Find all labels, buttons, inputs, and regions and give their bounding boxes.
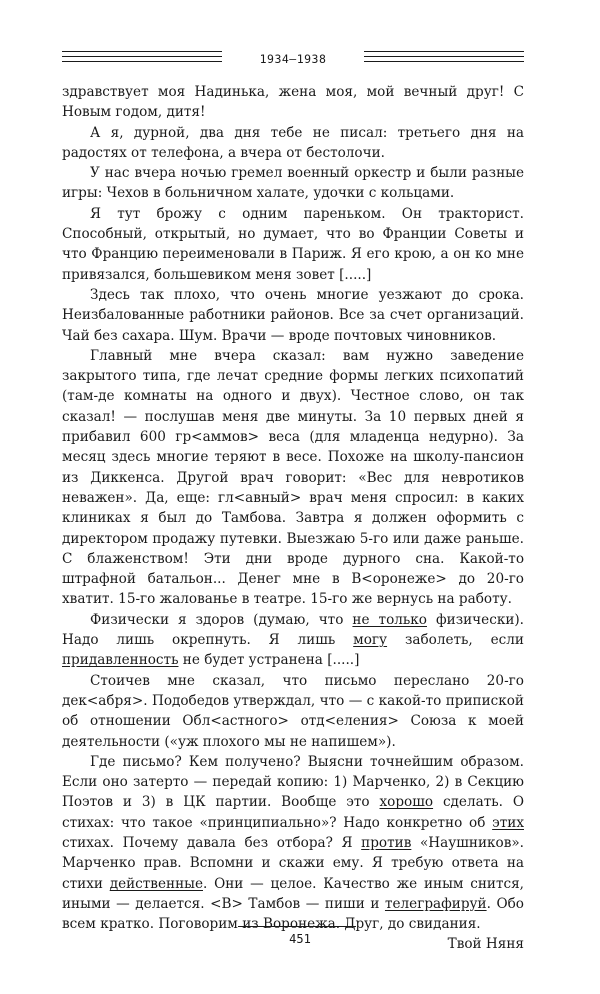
paragraph-text: . Обо всем кратко. Поговорим из Воронежа. Друг, до свидания. [62, 895, 524, 933]
paragraph-text: . Они — целое. Качество же иным снится, иными — делается. <В> Тамбов — пиши и [62, 875, 524, 912]
paragraph-text: стихах. Почему давала без отбора? Я [62, 834, 362, 851]
paragraph-text: Стоичев мне сказал, что письмо переслано 20-го дек<абря>. Подобедов утверждал, что — с какой-то припиской об отношении Обл<астного> отд<еления> Союза к моей деятельности («уж плохого мы не напишем»). [62, 672, 524, 750]
paragraph-text: Главный мне вчера сказал: вам нужно заведение закрытого типа, где лечат средние формы легких психопатий (там-де комнаты на одного и двух). Честное слово, он так сказал! — послушав меня две минуты. За 10 первых дней я прибавил 600 гр<аммов> веса (для младенца недурно). За месяц здесь многие теряют в весе. Похоже на школу-пансион из Диккенса. Другой врач говорит: «Вес для невротиков неважен». Да, еще: гл<авный> врач меня спросил: в каких клиниках я был до Тамбова. Завтра я должен оформить с директором продажу путевки. Выезжаю 5-го или даже раньше. С блаженством! Эти дни вроде дурного сна. Какой-то штрафной батальон... Денег мне в В<оронеже> до 20-го хватит. 15-го жалованье в театре. 15-го же вернусь на работу. [62, 347, 524, 608]
underlined-word: против [361, 834, 412, 851]
letter-text [62, 82, 524, 955]
paragraph-text: «Наушников». Марченко прав. Вспомни и скажи ему. Я требую ответа на стихи [62, 834, 524, 892]
paragraph-text: Здесь так плохо, что очень многие уезжают до срока. Неизбалованные работники районов. Все за счет организаций. Чай без сахара. Шум. Врачи — вроде почтовых чиновников. [62, 286, 524, 344]
underlined-word: телеграфируй [384, 895, 487, 912]
header-rule-left [62, 51, 222, 67]
underlined-word: хорошо [379, 794, 434, 811]
paragraph-9 [62, 752, 524, 935]
paragraph-text: не будет устранена [.....] [178, 652, 360, 669]
underlined-word: придавленность [62, 652, 179, 669]
paragraph-text: Я тут брожу с одним пареньком. Он тракторист. Способный, открытый, но думает, что во Франции Советы и что Францию переименовали в Париж. Я его крою, а он ко мне привязался, большевиком меня зовет [.....] [62, 205, 524, 283]
paragraph-text: здравствует моя Надинька, жена моя, мой вечный друг! С Новым годом, дитя! [62, 84, 524, 121]
footer-rule [238, 926, 356, 927]
paragraph-5 [62, 285, 524, 346]
paragraph-3 [62, 163, 524, 204]
paragraph-1 [62, 82, 524, 123]
paragraph-7 [62, 610, 524, 671]
paragraph-text: Где письмо? Кем получено? Выясни точнейшим образом. Если оно затерто — передай копию: 1) Марченко, 2) в Секцию Поэтов и 3) в ЦК партии. Вообще это [62, 753, 524, 811]
underlined-phrase: не только [352, 611, 427, 628]
paragraph-text: заболеть, если [387, 632, 524, 649]
page-number: 451 [289, 932, 311, 946]
running-header [62, 47, 524, 71]
underlined-word: могу [353, 632, 388, 649]
paragraph-2 [62, 123, 524, 164]
paragraph-8 [62, 671, 524, 752]
paragraph-6 [62, 346, 524, 610]
paragraph-text: сделать. О стихах: что такое «принципиально»? Надо конкретно об [62, 794, 524, 831]
underlined-word: этих [492, 814, 524, 831]
header-rule-right [364, 51, 524, 67]
underlined-word: действенные [109, 875, 203, 892]
paragraph-4 [62, 204, 524, 285]
signature: Твой Няня [447, 936, 524, 953]
paragraph-text: У нас вчера ночью гремел военный оркестр и были разные игры: Чехов в больничном халате, удочки с кольцами. [62, 165, 524, 202]
running-head-years: 1934–1938 [259, 52, 327, 66]
paragraph-text: А я, дурной, два дня тебе не писал: третьего дня на радостях от телефона, а вчера от бестолочи. [62, 124, 524, 161]
paragraph-text: Физически я здоров (думаю, что [90, 611, 353, 628]
paragraph-text: физически). Надо лишь окрепнуть. Я лишь [62, 611, 525, 649]
